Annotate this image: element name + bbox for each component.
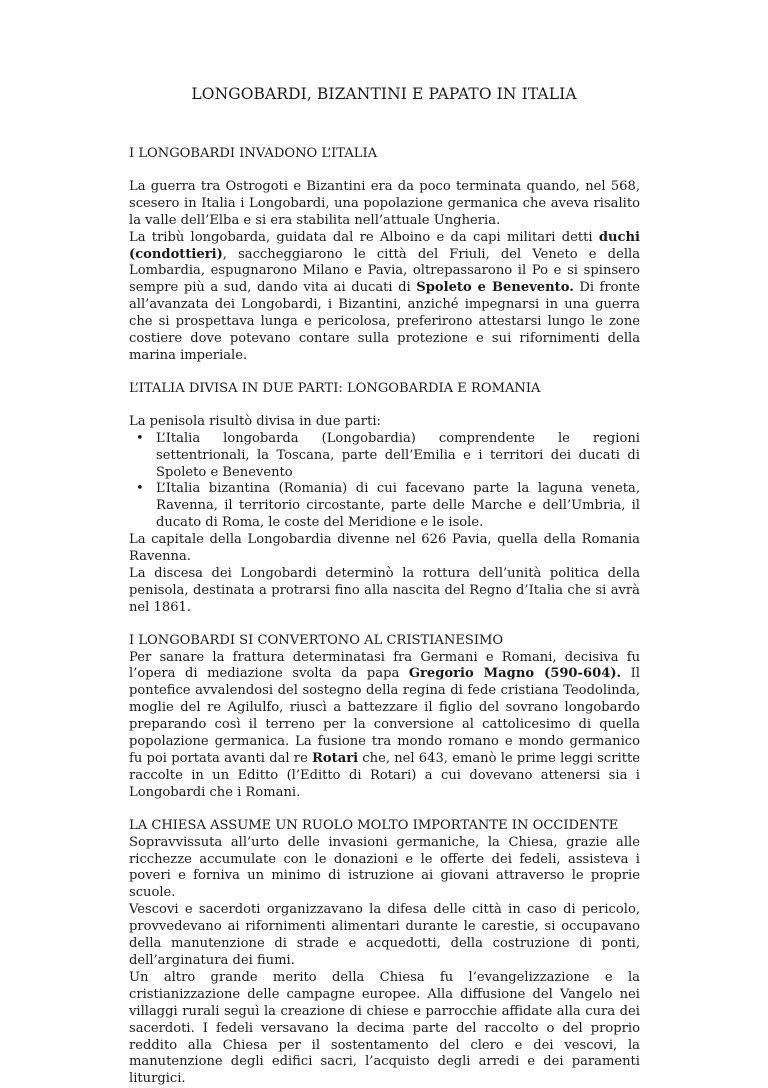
list-item <box>129 481 640 532</box>
bold-text-duchi: duchi (condottieri) <box>129 229 640 262</box>
text-run: Di fronte all’avanzata dei Longobardi, i Bizantini, anziché impegnarsi in una guerra che si prospettava lunga e pericolosa, preferirono attestarsi lungo le zone costiere dove potevano contare sulla protezione e sui rifornimenti della marina imperiale. <box>129 280 640 363</box>
text-run: Il pontefice avvalendosi del sostegno della regina di fede cristiana Teodolinda, moglie del re Agilulfo, riuscì a battezzare il figlio del sovrano longobardo preparando così il terreno per la conversione al cattolicesimo di quella popolazione germanica. La fusione tra mondo romano e mondo germanico fu poi portata avanti dal re <box>129 666 640 766</box>
bold-text-ducati: Spoleto e Benevento. <box>416 280 574 296</box>
paragraph: La discesa dei Longobardi determinò la rottura dell’unità politica della penisola, destinata a protrarsi fino alla nascita del Regno d’Italia che si avrà nel 1861. <box>129 565 640 615</box>
bullet-icon: • <box>136 481 144 497</box>
list-item-text: L’Italia bizantina (Romania) di cui facevano parte la laguna veneta, Ravenna, il territorio circostante, parte delle Marche e dell’Umbria, il ducato di Roma, le coste del Meridione e le isole. <box>156 481 640 531</box>
list-item <box>129 431 640 482</box>
text-run: Per sanare la frattura determinatasi fra Germani e Romani, decisiva fu l’opera di mediazione svolta da papa <box>129 649 640 682</box>
section-heading-division: L’ITALIA DIVISA IN DUE PARTI: LONGOBARDIA E ROMANIA <box>129 380 541 396</box>
paragraph: La capitale della Longobardia divenne nel 626 Pavia, quella della Romania Ravenna. <box>129 532 640 565</box>
list-item-text: L’Italia longobarda (Longobardia) comprendente le regioni settentrionali, la Toscana, parte dell’Emilia e i territori dei ducati di Spoleto e Benevento <box>156 430 640 480</box>
text-run: che, nel 643, emanò le prime leggi scritte raccolte in un Editto (l’Editto di Rotari) a cui dovevano attenersi sia i Longobardi che i Romani. <box>129 751 640 800</box>
text-run: La tribù longobarda, guidata dal re Alboino e da capi militari detti <box>129 229 599 245</box>
document-body <box>129 146 640 1088</box>
text-run: , saccheggiarono le città del Friuli, del Veneto e della Lombardia, espugnarono Milano e Pavia, oltrepassarono il Po e si spinsero sempre più a sud, dando vita ai ducati di <box>129 246 640 296</box>
section-heading-conversion: I LONGOBARDI SI CONVERTONO AL CRISTIANESIMO <box>129 632 504 648</box>
paragraph <box>129 230 640 365</box>
bullet-icon: • <box>136 430 144 446</box>
bullet-list <box>129 431 640 532</box>
paragraph <box>129 650 640 802</box>
paragraph: Sopravvissuta all’urto delle invasioni germaniche, la Chiesa, grazie alle ricchezze accumulate con le donazioni e le offerte dei fedeli, assisteva i poveri e forniva un minimo di istruzione ai giovani attraverso le proprie scuole. <box>129 834 640 901</box>
section-heading-church: LA CHIESA ASSUME UN RUOLO MOLTO IMPORTANTE IN OCCIDENTE <box>129 817 619 833</box>
paragraph: La penisola risultò divisa in due parti: <box>129 413 381 429</box>
paragraph: La guerra tra Ostrogoti e Bizantini era da poco terminata quando, nel 568, scesero in Italia i Longobardi, una popolazione germanica che aveva risalito la valle dell’Elba e si era stabilita nell’attuale Ungheria. <box>129 178 640 228</box>
document-title: LONGOBARDI, BIZANTINI E PAPATO IN ITALIA <box>191 85 577 103</box>
bold-text-rotari: Rotari <box>312 751 359 766</box>
paragraph: Vescovi e sacerdoti organizzavano la difesa delle città in caso di pericolo, provvedevano ai rifornimenti alimentari durante le carestie, si occupavano della manutenzione di strade e acquedotti, della costruzione di ponti, dell’arginatura dei fiumi. <box>129 902 640 968</box>
bold-text-gregorio: Gregorio Magno (590-604). <box>408 666 622 682</box>
section-heading-invasion: I LONGOBARDI INVADONO L’ITALIA <box>129 146 378 161</box>
paragraph: Un altro grande merito della Chiesa fu l’evangelizzazione e la cristianizzazione delle campagne europee. Alla diffusione del Vangelo nei villaggi rurali seguì la creazione di chiese e parrocchie affidate alla cura dei sacerdoti. I fedeli versavano la decima parte del raccolto o del proprio reddito alla Chiesa per il sostentamento del clero e dei vescovi, la manutenzione degli edifici sacri, l’acquisto degli arredi e dei paramenti liturgici. <box>129 969 640 1087</box>
